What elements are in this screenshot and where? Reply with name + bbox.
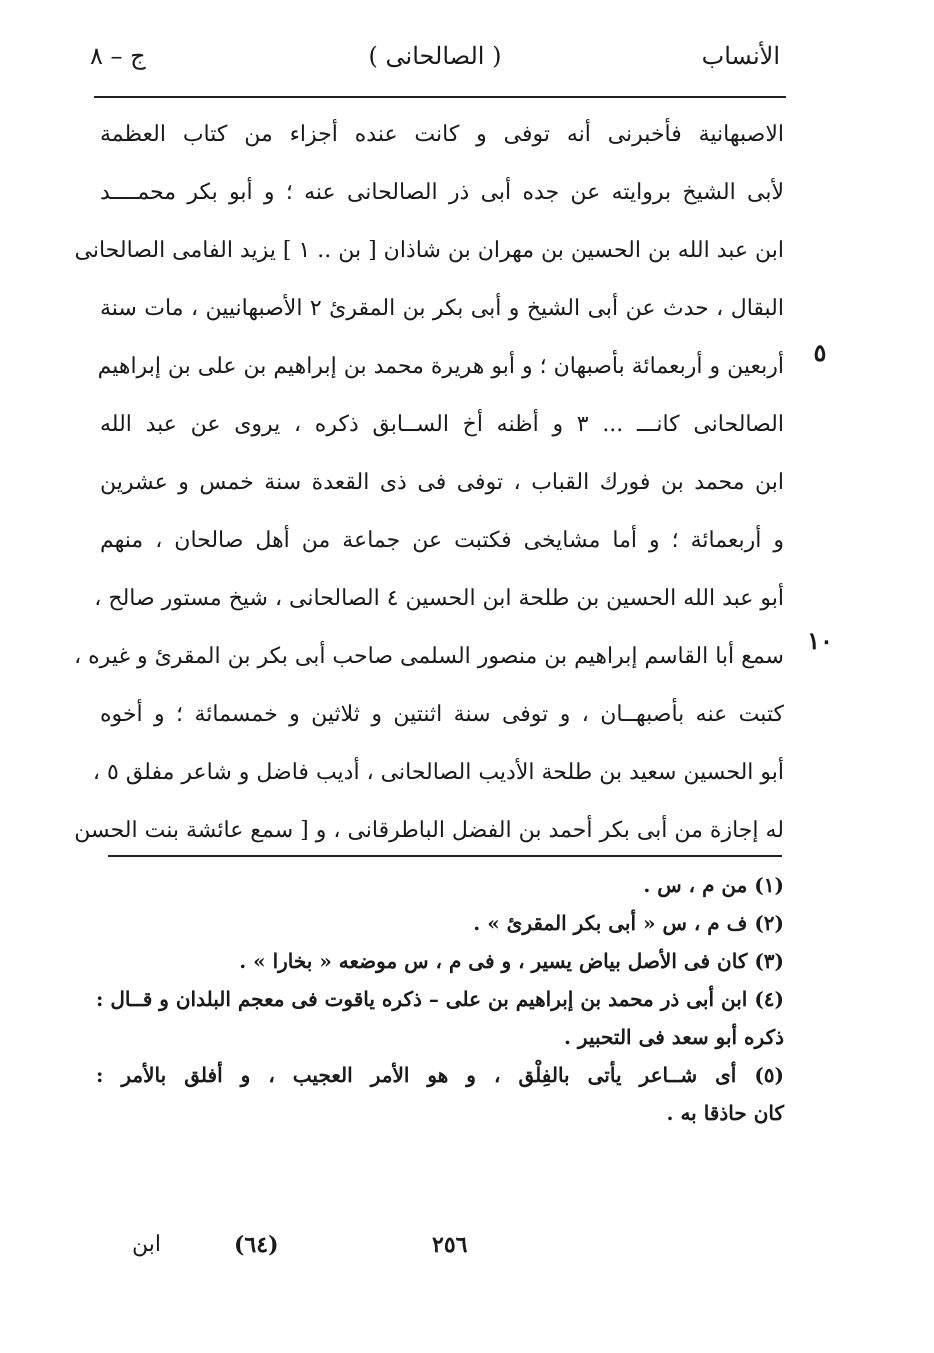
main-text xyxy=(74,106,785,860)
signature-mark: (٦٤) xyxy=(234,1232,279,1258)
text-line: أبو الحسين سعيد بن طلحة الأديب الصالحانى ، أديب فاضل و شاعر مفلق ٥ ، xyxy=(92,760,784,785)
text-line: ابن عبد الله بن الحسين بن مهران بن شاذان [ بن .. ١ ] يزيد الفامى الصالحانى xyxy=(74,238,784,263)
text-line: ابن محمد بن فورك القباب ، توفى فى ذى القعدة سنة خمس و عشرين xyxy=(100,470,784,495)
page-number: ٢٥٦ xyxy=(432,1232,468,1258)
text-line: الاصبهانية فأخبرنى أنه توفى و كانت عنده أجزاء من كتاب العظمة xyxy=(100,122,784,147)
line-number-5: ٥ xyxy=(813,338,827,367)
footnote: (٣) كان فى الأصل بياض يسير ، و فى م ، س موضعه « بخارا » . xyxy=(239,949,784,973)
footnote-continuation: كان حاذقا به . xyxy=(666,1101,784,1125)
text-line: له إجازة من أبى بكر أحمد بن الفضل الباطرقانى ، و [ سمع عائشة بنت الحسن xyxy=(74,818,784,843)
text-line: سمع أبا القاسم إبراهيم بن منصور السلمى صاحب أبى بكر بن المقرئ و غيره ، xyxy=(74,644,784,669)
volume-number: ج – ٨ xyxy=(90,42,146,70)
text-line: الصالحانى كانـــ ... ٣ و أظنه أخ الســابق ذكره ، يروى عن عبد الله xyxy=(100,412,785,437)
footnote: (٢) ف م ، س « أبى بكر المقرئ » . xyxy=(473,911,784,935)
footnote-rule xyxy=(108,855,782,857)
footnotes xyxy=(96,866,784,1132)
footnote: (١) من م ، س . xyxy=(643,873,784,897)
text-line: أبو عبد الله الحسين بن طلحة ابن الحسين ٤ الصالحانى ، شيخ مستور صالح ، xyxy=(94,586,784,611)
text-line: أربعين و أربعمائة بأصبهان ؛ و أبو هريرة محمد بن إبراهيم بن على بن إبراهيم xyxy=(97,354,784,379)
text-line: كتبت عنه بأصبهــان ، و توفى سنة اثنتين و ثلاثين و خمسمائة ؛ و أخوه xyxy=(100,702,784,727)
catchword: ابن xyxy=(132,1232,161,1257)
text-line: لأبى الشيخ بروايته عن جده أبى ذر الصالحانى عنه ؛ و أبو بكر محمــــد xyxy=(100,180,784,205)
footnote-continuation: ذكره أبو سعد فى التحبير . xyxy=(563,1025,784,1049)
page-footer xyxy=(110,1232,510,1268)
section-title: ( الصالحانى ) xyxy=(368,42,502,70)
footnote: (٤) ابن أبى ذر محمد بن إبراهيم بن على – ذكره ياقوت فى معجم البلدان و قــال : xyxy=(96,987,784,1011)
header-rule xyxy=(94,96,786,98)
text-line: البقال ، حدث عن أبى الشيخ و أبى بكر بن المقرئ ٢ الأصبهانيين ، مات سنة xyxy=(100,296,784,321)
line-number-10: ١٠ xyxy=(807,626,833,655)
footnote: (٥) أى شــاعر يأتى بالفِلْق ، و هو الأمر العجيب ، و أفلق بالأمر : xyxy=(96,1063,784,1087)
running-header xyxy=(90,42,780,86)
book-title: الأنساب xyxy=(701,42,780,70)
text-line: و أربعمائة ؛ و أما مشايخى فكتبت عن جماعة من أهل صالحان ، منهم xyxy=(100,528,784,553)
